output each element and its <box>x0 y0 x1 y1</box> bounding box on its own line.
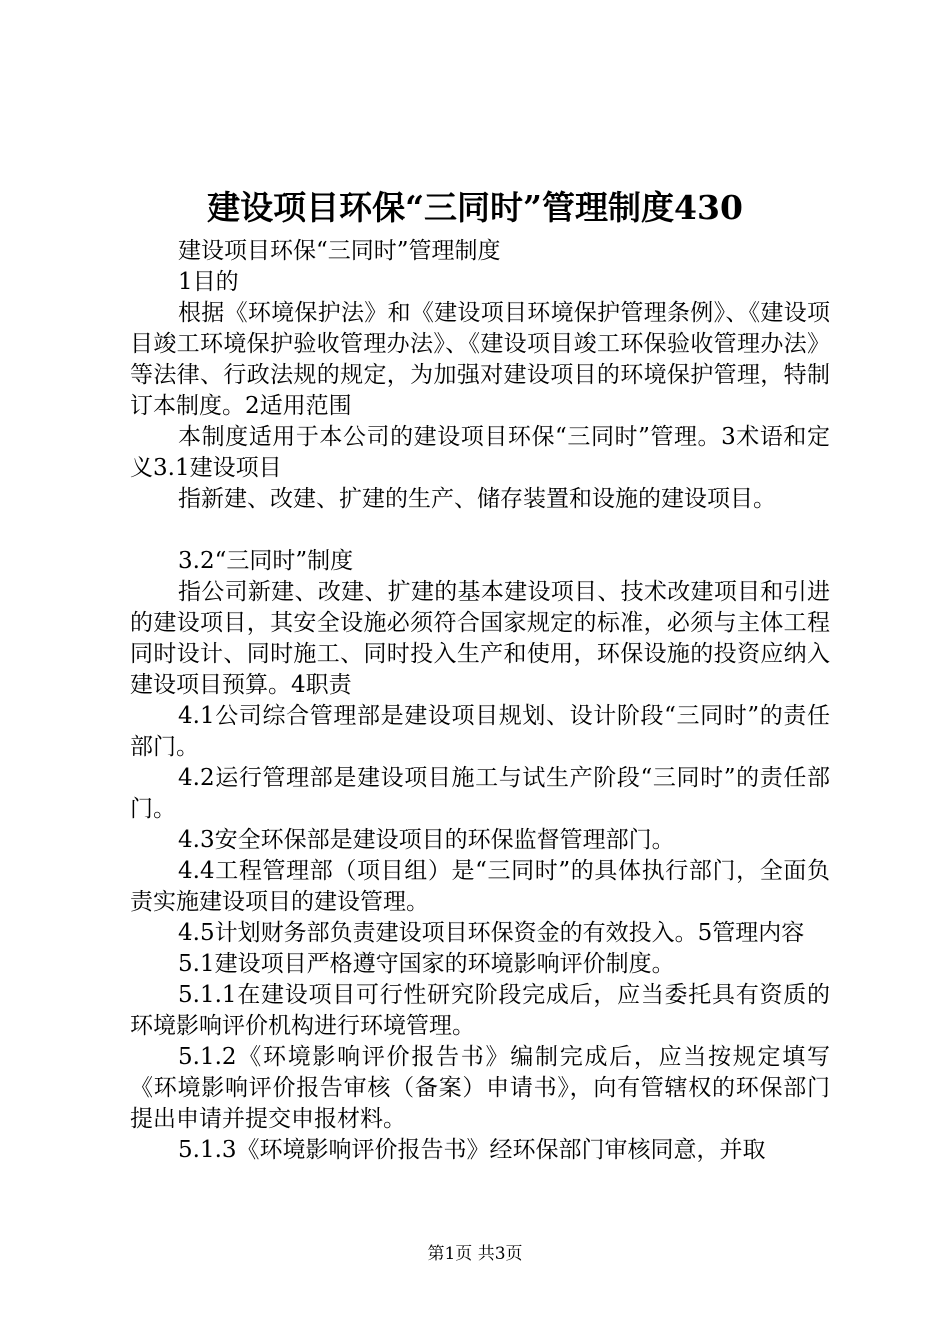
paragraph: 5.1.2《环境影响评价报告书》编制完成后，应当按规定填写《环境影响评价报告审核（备案）申请书》，向有管辖权的环保部门提出申请并提交申报材料。 <box>130 1044 830 1132</box>
paragraph: 3.2“三同时”制度 <box>178 548 354 574</box>
paragraph: 4.2运行管理部是建设项目施工与试生产阶段“三同时”的责任部门。 <box>130 765 830 822</box>
paragraph: 4.5计划财务部负责建设项目环保资金的有效投入。5管理内容 <box>178 920 805 946</box>
paragraph: 5.1建设项目严格遵守国家的环境影响评价制度。 <box>178 951 675 977</box>
document-title: 建设项目环保“三同时”管理制度430 <box>207 188 743 227</box>
paragraph: 4.3安全环保部是建设项目的环保监督管理部门。 <box>178 827 675 853</box>
paragraph-section-1: 1目的 <box>178 269 239 295</box>
paragraph: 根据《环境保护法》和《建设项目环境保护管理条例》、《建设项目竣工环境保护验收管理办法》、《建设项目竣工环保验收管理办法》等法律、行政法规的规定，为加强对建设项目的环境保护管理，特制订本制度。2适用范围 <box>130 300 830 419</box>
paragraph: 4.1公司综合管理部是建设项目规划、设计阶段“三同时”的责任部门。 <box>130 703 830 760</box>
paragraph: 5.1.1在建设项目可行性研究阶段完成后，应当委托具有资质的环境影响评价机构进行环境管理。 <box>130 982 830 1039</box>
paragraph: 指公司新建、改建、扩建的基本建设项目、技术改建项目和引进的建设项目，其安全设施必须符合国家规定的标准，必须与主体工程同时设计、同时施工、同时投入生产和使用，环保设施的投资应纳入建设项目预算。4职责 <box>130 579 830 698</box>
paragraph: 本制度适用于本公司的建设项目环保“三同时”管理。3术语和定义3.1建设项目 <box>130 424 830 481</box>
document-body <box>130 236 830 1166</box>
paragraph: 4.4工程管理部（项目组）是“三同时”的具体执行部门，全面负责实施建设项目的建设管理。 <box>130 858 830 915</box>
paragraph: 5.1.3《环境影响评价报告书》经环保部门审核同意，并取 <box>178 1137 766 1163</box>
paragraph: 指新建、改建、扩建的生产、储存装置和设施的建设项目。 <box>178 486 776 512</box>
page-footer: 第1页 共3页 <box>427 1244 523 1264</box>
paragraph-heading: 建设项目环保“三同时”管理制度 <box>178 238 501 264</box>
blank-line <box>130 515 830 546</box>
